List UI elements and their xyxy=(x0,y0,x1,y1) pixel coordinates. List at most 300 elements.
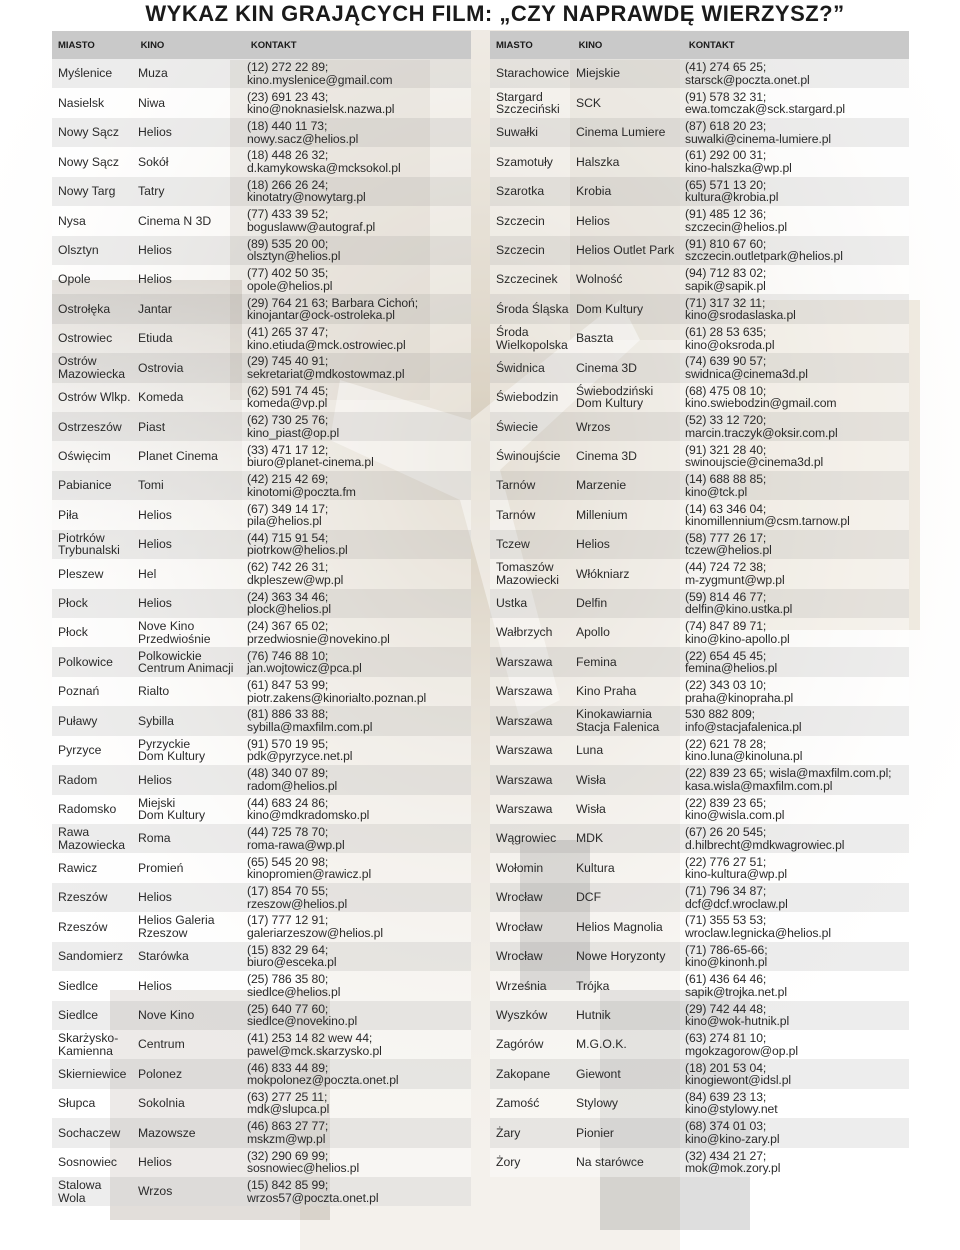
cell-cinema: Pionier xyxy=(576,1125,614,1140)
cell-cinema: Helios xyxy=(138,272,172,287)
table-row xyxy=(52,530,471,559)
cell-city: Pleszew xyxy=(58,566,104,581)
cell-city: Wrocław xyxy=(496,949,543,964)
cell-contact: (41) 253 14 82 wew 44; pawel@mck.skarzysko.pl xyxy=(247,1031,382,1058)
cell-cinema: Polonez xyxy=(138,1066,183,1081)
table-row xyxy=(490,147,909,176)
table-row xyxy=(52,971,471,1000)
cell-contact: (14) 63 346 04; kinomillennium@csm.tarnow.pl xyxy=(685,501,850,529)
cell-contact: (22) 776 27 51; kino-kultura@wp.pl xyxy=(685,854,788,882)
cell-contact: (22) 839 23 65; kino@wisla.com.pl xyxy=(685,795,785,823)
cell-cinema: Nove Kino Przedwiośnie xyxy=(138,619,211,646)
table-row xyxy=(52,59,471,88)
cell-contact: (87) 618 20 23; suwalki@cinema-lumiere.pl xyxy=(685,119,832,146)
cell-contact: (44) 715 91 54; piotrkow@helios.pl xyxy=(247,530,348,558)
table-row xyxy=(490,677,909,706)
cell-city: Rzeszów xyxy=(58,919,108,934)
table-row xyxy=(490,1089,909,1118)
table-row xyxy=(490,1118,909,1147)
cell-cinema: Helios xyxy=(138,125,172,140)
cell-contact: (46) 863 27 77; mskzm@wp.pl xyxy=(247,1119,329,1146)
cell-contact: (58) 777 26 17; tczew@helios.pl xyxy=(685,530,772,558)
table-row xyxy=(52,618,471,647)
cell-contact: (74) 639 90 57; swidnica@cinema3d.pl xyxy=(685,354,808,381)
table-body xyxy=(52,59,471,1206)
cell-cinema: Halszka xyxy=(576,154,620,169)
cell-cinema: Etiuda xyxy=(138,331,173,346)
table-row xyxy=(52,500,471,529)
cell-cinema: Helios Outlet Park xyxy=(576,242,675,257)
table-row xyxy=(52,883,471,912)
cell-city: Sochaczew xyxy=(58,1125,121,1140)
cell-contact: (62) 730 25 76; kino_piast@op.pl xyxy=(247,413,340,440)
cell-city: Sosnowiec xyxy=(58,1155,117,1170)
table-row xyxy=(490,706,909,735)
table-row xyxy=(52,559,471,588)
table-row xyxy=(490,1059,909,1088)
table-row xyxy=(52,706,471,735)
cell-city: Ostrzeszów xyxy=(58,419,122,434)
cell-cinema: SCK xyxy=(576,95,602,110)
table-row xyxy=(52,1001,471,1030)
cell-contact: (65) 545 20 98; kinopromien@rawicz.pl xyxy=(247,854,372,882)
cell-cinema: Komeda xyxy=(138,390,184,405)
table-row xyxy=(52,589,471,618)
cell-cinema: Kinokawiarnia Stacja Falenica xyxy=(576,707,660,734)
cell-cinema: Nowe Horyzonty xyxy=(576,949,666,964)
cell-contact: (52) 33 12 720; marcin.traczyk@oksir.com.pl xyxy=(685,413,838,440)
table-row xyxy=(52,236,471,265)
cell-city: Nowy Sącz xyxy=(58,125,119,140)
cinema-table-right xyxy=(490,31,909,1177)
cell-city: Września xyxy=(496,978,547,993)
cell-contact: (46) 833 44 89; mokpolonez@poczta.onet.pl xyxy=(247,1060,399,1088)
cell-city: Żory xyxy=(496,1155,521,1170)
cell-city: Wrocław xyxy=(496,919,543,934)
table-row xyxy=(52,471,471,500)
cell-cinema: M.G.O.K. xyxy=(576,1037,627,1052)
cell-city: Szarotka xyxy=(496,184,545,199)
cell-cinema: Helios xyxy=(138,537,172,552)
cell-cinema: Niwa xyxy=(138,95,166,110)
cell-city: Piotrków Trybunalski xyxy=(58,530,120,558)
cell-cinema: Apollo xyxy=(576,625,610,640)
cell-contact: (44) 683 24 86; kino@mdkradomsko.pl xyxy=(247,795,370,823)
cell-contact: (18) 440 11 73; nowy.sacz@helios.pl xyxy=(247,119,359,146)
cell-contact: (12) 272 22 89; kino.myslenice@gmail.com xyxy=(247,60,393,87)
cell-city: Suwałki xyxy=(496,125,538,140)
cell-contact: (61) 847 53 99; piotr.zakens@kinorialto.poznan.pl xyxy=(247,678,427,705)
cell-city: Płock xyxy=(58,596,88,611)
cell-city: Wołomin xyxy=(496,860,544,875)
table-row xyxy=(52,383,471,412)
cell-cinema: Helios xyxy=(138,596,172,611)
table-row xyxy=(490,118,909,147)
cell-contact: (67) 349 14 17; pila@helios.pl xyxy=(247,501,329,529)
cell-contact: (59) 814 46 77; delfin@kino.ustka.pl xyxy=(685,589,793,617)
cell-contact: (68) 374 01 03; kino@kino-zary.pl xyxy=(685,1119,780,1146)
cell-contact: (63) 274 81 10; mgokzagorow@op.pl xyxy=(685,1031,798,1058)
cell-contact: (74) 847 89 71; kino@kino-apollo.pl xyxy=(685,619,790,646)
cell-city: Myślenice xyxy=(58,66,113,81)
cell-cinema: Marzenie xyxy=(576,478,627,493)
cell-contact: (71) 317 32 11; kino@srodaslaska.pl xyxy=(685,295,796,323)
cell-cinema: Mazowsze xyxy=(138,1125,196,1140)
cell-cinema: Polkowickie Centrum Animacji xyxy=(138,648,234,676)
table-row xyxy=(490,294,909,323)
cell-cinema: Świebodziński Dom Kultury xyxy=(576,383,654,411)
table-row xyxy=(490,942,909,971)
cell-city: Ostrołęka xyxy=(58,301,111,316)
cell-city: Ustka xyxy=(496,596,528,611)
cell-city: Puławy xyxy=(58,713,98,728)
cell-contact: (67) 26 20 545; d.hilbrecht@mdkwagrowiec.pl xyxy=(685,825,845,852)
table-row xyxy=(52,1177,471,1206)
cell-cinema: Tatry xyxy=(138,184,165,199)
cell-cinema: Cinema Lumiere xyxy=(576,125,666,140)
page-title: WYKAZ KIN GRAJĄCYCH FILM: „CZY NAPRAWDĘ WIERZYSZ?” xyxy=(145,1,845,26)
cell-cinema: Włókniarz xyxy=(576,566,630,581)
cell-city: Skierniewice xyxy=(58,1066,127,1081)
cell-cinema: Helios xyxy=(138,1155,172,1170)
cell-city: Rzeszów xyxy=(58,890,108,905)
cell-cinema: Helios xyxy=(576,213,610,228)
cell-contact: (48) 340 07 89; radom@helios.pl xyxy=(247,766,338,793)
cell-contact: (22) 343 03 10; praha@kinopraha.pl xyxy=(685,678,794,705)
cell-contact: (61) 292 00 31; kino-halszka@wp.pl xyxy=(685,148,792,175)
table-row xyxy=(52,177,471,206)
cell-cinema: Stylowy xyxy=(576,1096,618,1111)
cell-city: Szamotuły xyxy=(496,154,553,169)
cell-city: Ostrów Mazowiecka xyxy=(58,354,126,381)
cell-contact: (44) 725 78 70; roma-rawa@wp.pl xyxy=(247,825,345,852)
table-body xyxy=(490,59,909,1177)
cell-cinema: Helios xyxy=(138,507,172,522)
table-header xyxy=(52,31,471,59)
table-row xyxy=(490,647,909,676)
cell-cinema: Muza xyxy=(138,66,168,81)
cell-city: Warszawa xyxy=(496,743,553,758)
table-row xyxy=(490,236,909,265)
cell-city: Wągrowiec xyxy=(496,831,557,846)
table-row xyxy=(52,942,471,971)
table-row xyxy=(490,1148,909,1177)
table-row xyxy=(490,530,909,559)
cell-cinema: Helios xyxy=(138,772,172,787)
cell-cinema: Jantar xyxy=(138,301,172,316)
cell-contact: (32) 434 21 27; mok@mok.zory.pl xyxy=(685,1148,781,1176)
cell-contact: (42) 215 42 69; kinotomi@poczta.fm xyxy=(247,472,356,499)
cell-city: Wrocław xyxy=(496,890,543,905)
table-row xyxy=(490,383,909,412)
cell-contact: (17) 777 12 91; galeriarzeszow@helios.pl xyxy=(247,913,383,940)
cell-city: Tomaszów Mazowiecki xyxy=(496,560,559,587)
cell-cinema: Piast xyxy=(138,419,166,434)
table-row xyxy=(52,795,471,824)
table-row xyxy=(490,912,909,941)
table-row xyxy=(52,206,471,235)
table-row xyxy=(52,677,471,706)
cell-contact: (24) 367 65 02; przedwiosnie@novekino.pl xyxy=(247,619,390,646)
cell-cinema: Helios Magnolia xyxy=(576,919,663,934)
cell-cinema: Wrzos xyxy=(576,419,611,434)
cell-contact: (91) 321 28 40; swinoujscie@cinema3d.pl xyxy=(685,442,824,470)
cell-contact: (18) 266 26 24; kinotatry@nowytarg.pl xyxy=(247,177,366,205)
table-row xyxy=(490,589,909,618)
table-row xyxy=(52,265,471,294)
table-row xyxy=(52,118,471,147)
cell-city: Ostrów Wlkp. xyxy=(58,390,131,405)
cell-city: Warszawa xyxy=(496,713,553,728)
table-row xyxy=(52,294,471,323)
cell-contact: 530 882 809; info@stacjafalenica.pl xyxy=(685,707,802,734)
cell-cinema: Luna xyxy=(576,743,604,758)
table-row xyxy=(490,765,909,794)
cell-city: Świnoujście xyxy=(496,448,561,463)
cell-cinema: Giewont xyxy=(576,1066,621,1081)
cell-city: Stalowa Wola xyxy=(58,1178,102,1205)
cell-contact: (44) 724 72 38; m-zygmunt@wp.pl xyxy=(685,560,785,587)
cell-cinema: Cinema 3D xyxy=(576,360,637,375)
cell-cinema: Helios xyxy=(138,978,172,993)
table-row xyxy=(52,1148,471,1177)
cell-city: Piła xyxy=(58,507,79,522)
cell-cinema: Na starówce xyxy=(576,1155,644,1170)
cell-cinema: Roma xyxy=(138,831,171,846)
cell-contact: (25) 640 77 60; siedlce@novekino.pl xyxy=(247,1001,358,1029)
cell-cinema: Dom Kultury xyxy=(576,301,644,316)
cell-cinema: Sokół xyxy=(138,154,169,169)
cell-city: Zakopane xyxy=(496,1066,551,1081)
cell-city: Sandomierz xyxy=(58,949,124,964)
table-row xyxy=(52,1030,471,1059)
table-row xyxy=(490,500,909,529)
cell-contact: (15) 832 29 64; biuro@esceka.pl xyxy=(247,942,337,970)
cell-contact: (76) 746 88 10; jan.wojtowicz@pca.pl xyxy=(247,648,362,676)
cell-city: Pabianice xyxy=(58,478,112,493)
cell-cinema: Trójka xyxy=(576,978,610,993)
table-row xyxy=(490,177,909,206)
cell-contact: (91) 570 19 95; pdk@pyrzyce.net.pl xyxy=(247,736,353,764)
cell-contact: (68) 475 08 10; kino.swiebodzin@gmail.com xyxy=(685,383,837,411)
header-contact: KONTAKT xyxy=(688,39,735,51)
table-row xyxy=(490,1001,909,1030)
cell-cinema: Planet Cinema xyxy=(138,448,218,463)
cell-city: Rawa Mazowiecka xyxy=(58,825,126,852)
header-cinema: KINO xyxy=(140,39,165,51)
cell-cinema: Kino Praha xyxy=(576,684,637,699)
cell-cinema: MDK xyxy=(576,831,604,846)
cell-contact: (71) 355 53 53; wroclaw.legnicka@helios.pl xyxy=(685,913,831,940)
cell-city: Starachowice xyxy=(496,66,570,81)
cell-city: Płock xyxy=(58,625,88,640)
cell-city: Świecie xyxy=(496,419,538,434)
cell-contact: (63) 277 25 11; mdk@slupca.pl xyxy=(247,1089,330,1117)
cell-contact: (61) 28 53 635; kino@oksroda.pl xyxy=(685,325,775,352)
cell-city: Środa Wielkopolska xyxy=(496,325,568,352)
table-row xyxy=(490,795,909,824)
cell-cinema: Wisła xyxy=(576,772,606,787)
table-row xyxy=(490,971,909,1000)
cell-contact: (22) 839 23 65; wisla@maxfilm.com.pl; kasa.wisla@maxfilm.com.pl xyxy=(685,766,892,793)
table-row xyxy=(490,824,909,853)
cell-contact: (18) 448 26 32; d.kamykowska@mcksokol.pl xyxy=(247,148,401,175)
table-row xyxy=(52,647,471,676)
cell-city: Tarnów xyxy=(496,507,536,522)
table-row xyxy=(52,1089,471,1118)
cell-cinema: Wisła xyxy=(576,802,606,816)
cell-city: Radomsko xyxy=(58,802,117,816)
cell-cinema: Nove Kino xyxy=(138,1007,195,1022)
table-row xyxy=(52,412,471,441)
cell-city: Poznań xyxy=(58,684,100,699)
table-row xyxy=(490,353,909,382)
cell-contact: (81) 886 33 88; sybilla@maxfilm.com.pl xyxy=(247,707,373,734)
cell-cinema: Tomi xyxy=(138,478,164,493)
cell-contact: (25) 786 35 80; siedlce@helios.pl xyxy=(247,972,341,999)
cell-city: Pyrzyce xyxy=(58,743,102,758)
cell-city: Zamość xyxy=(496,1096,540,1111)
cell-city: Nowy Targ xyxy=(58,184,116,199)
cell-cinema: Delfin xyxy=(576,596,608,611)
cell-city: Olsztyn xyxy=(58,242,99,257)
cell-contact: (91) 578 32 31; ewa.tomczak@sck.stargard.pl xyxy=(685,89,846,117)
cell-contact: (29) 745 40 91; sekretariat@mdkostowmaz.pl xyxy=(247,354,405,381)
cell-city: Świebodzin xyxy=(496,390,559,405)
cell-cinema: Sybilla xyxy=(138,713,174,728)
cell-city: Warszawa xyxy=(496,684,553,699)
cell-cinema: Millenium xyxy=(576,507,628,522)
header-cinema: KINO xyxy=(578,39,603,51)
cell-cinema: DCF xyxy=(576,890,602,905)
cell-cinema: Promień xyxy=(138,860,184,875)
table-row xyxy=(490,736,909,765)
cell-contact: (89) 535 20 00; olsztyn@helios.pl xyxy=(247,236,341,264)
cell-city: Nasielsk xyxy=(58,95,105,110)
cell-cinema: Helios xyxy=(138,890,172,905)
cell-city: Radom xyxy=(58,772,98,787)
cell-city: Oświęcim xyxy=(58,448,111,463)
cell-contact: (29) 742 44 48; kino@wok-hutnik.pl xyxy=(685,1001,790,1029)
cell-city: Warszawa xyxy=(496,802,553,816)
cell-contact: (84) 639 23 13; kino@stylowy.net xyxy=(685,1089,778,1117)
cell-cinema: Helios xyxy=(138,242,172,257)
table-row xyxy=(490,59,909,88)
cell-cinema: Wolność xyxy=(576,272,623,287)
cell-cinema: Kultura xyxy=(576,860,615,875)
table-row xyxy=(490,265,909,294)
cell-city: Świdnica xyxy=(496,360,545,375)
header-city: MIASTO xyxy=(496,39,533,51)
cell-contact: (71) 786-65-66; kino@kinonh.pl xyxy=(685,942,768,970)
table-row xyxy=(490,853,909,882)
cell-city: Tarnów xyxy=(496,478,536,493)
table-row xyxy=(52,853,471,882)
cell-city: Rawicz xyxy=(58,860,98,875)
table-row xyxy=(52,765,471,794)
table-row xyxy=(490,324,909,353)
table-row xyxy=(52,1059,471,1088)
cell-cinema: Starówka xyxy=(138,949,189,964)
cell-city: Nysa xyxy=(58,213,86,228)
cell-city: Polkowice xyxy=(58,654,113,669)
header-contact: KONTAKT xyxy=(250,39,297,51)
cell-city: Szczecin xyxy=(496,213,545,228)
table-row xyxy=(490,88,909,117)
cell-contact: (41) 265 37 47; kino.etiuda@mck.ostrowiec.pl xyxy=(247,325,406,352)
table-row xyxy=(52,912,471,941)
table-row xyxy=(490,1030,909,1059)
cell-contact: (14) 688 88 85; kino@tck.pl xyxy=(685,472,767,499)
cell-contact: (77) 402 50 35; opole@helios.pl xyxy=(247,266,333,293)
cinema-table-left xyxy=(52,31,471,1206)
cell-contact: (71) 796 34 87; dcf@dcf.wroclaw.pl xyxy=(685,884,788,911)
cell-city: Zagórów xyxy=(496,1037,544,1052)
cell-cinema: Helios xyxy=(576,537,610,552)
cell-city: Wyszków xyxy=(496,1007,548,1022)
cell-contact: (62) 742 26 31; dkpleszew@wp.pl xyxy=(247,560,344,587)
cell-contact: (77) 433 39 52; boguslaww@autograf.pl xyxy=(247,207,376,234)
cell-cinema: Pyrzyckie Dom Kultury xyxy=(138,736,206,764)
cell-contact: (29) 764 21 63; Barbara Cichoń; kinojantar@ock-ostroleka.pl xyxy=(247,295,419,323)
cell-cinema: Centrum xyxy=(138,1037,185,1052)
cell-city: Siedlce xyxy=(58,1007,98,1022)
cell-cinema: Cinema N 3D xyxy=(138,213,212,228)
cell-contact: (18) 201 53 04; kinogiewont@idsl.pl xyxy=(685,1060,791,1088)
table-header xyxy=(490,31,909,59)
cell-city: Ostrowiec xyxy=(58,331,113,346)
cell-contact: (62) 591 74 45; komeda@vp.pl xyxy=(247,383,329,411)
cell-contact: (91) 485 12 36; szczecin@helios.pl xyxy=(685,207,788,234)
cell-contact: (24) 363 34 46; plock@helios.pl xyxy=(247,589,332,617)
table-row xyxy=(52,147,471,176)
cell-cinema: Ostrovia xyxy=(138,360,184,375)
table-row xyxy=(490,441,909,470)
cell-contact: (41) 274 65 25; starsck@poczta.onet.pl xyxy=(685,60,810,87)
cell-city: Opole xyxy=(58,272,91,287)
cell-contact: (22) 654 45 45; femina@helios.pl xyxy=(685,648,778,676)
cell-contact: (22) 621 78 28; kino.luna@kinoluna.pl xyxy=(685,736,803,764)
header-city: MIASTO xyxy=(58,39,95,51)
cell-cinema: Baszta xyxy=(576,331,614,346)
table-row xyxy=(52,88,471,117)
cell-cinema: Wrzos xyxy=(138,1184,173,1199)
cell-cinema: Miejski Dom Kultury xyxy=(138,795,206,823)
table-row xyxy=(52,353,471,382)
table-row xyxy=(490,471,909,500)
cell-city: Wałbrzych xyxy=(496,625,553,640)
table-row xyxy=(52,441,471,470)
cell-cinema: Rialto xyxy=(138,684,170,699)
cell-contact: (17) 854 70 55; rzeszow@helios.pl xyxy=(247,884,348,911)
table-row xyxy=(490,206,909,235)
cell-city: Nowy Sącz xyxy=(58,154,119,169)
cell-contact: (61) 436 64 46; sapik@trojka.net.pl xyxy=(685,972,787,999)
cell-cinema: Sokolnia xyxy=(138,1096,185,1111)
cell-city: Szczecin xyxy=(496,242,545,257)
cell-cinema: Hutnik xyxy=(576,1007,611,1022)
cell-cinema: Cinema 3D xyxy=(576,448,637,463)
cell-contact: (91) 810 67 60; szczecin.outletpark@helios.pl xyxy=(685,236,843,264)
table-row xyxy=(490,559,909,588)
cell-city: Stargard Szczeciński xyxy=(496,89,560,117)
cell-city: Warszawa xyxy=(496,772,553,787)
cell-contact: (15) 842 85 99; wrzos57@poczta.onet.pl xyxy=(247,1178,379,1205)
cell-cinema: Hel xyxy=(138,566,157,581)
cell-cinema: Helios Galeria Rzeszow xyxy=(138,913,215,940)
table-row xyxy=(52,736,471,765)
table-row xyxy=(52,324,471,353)
